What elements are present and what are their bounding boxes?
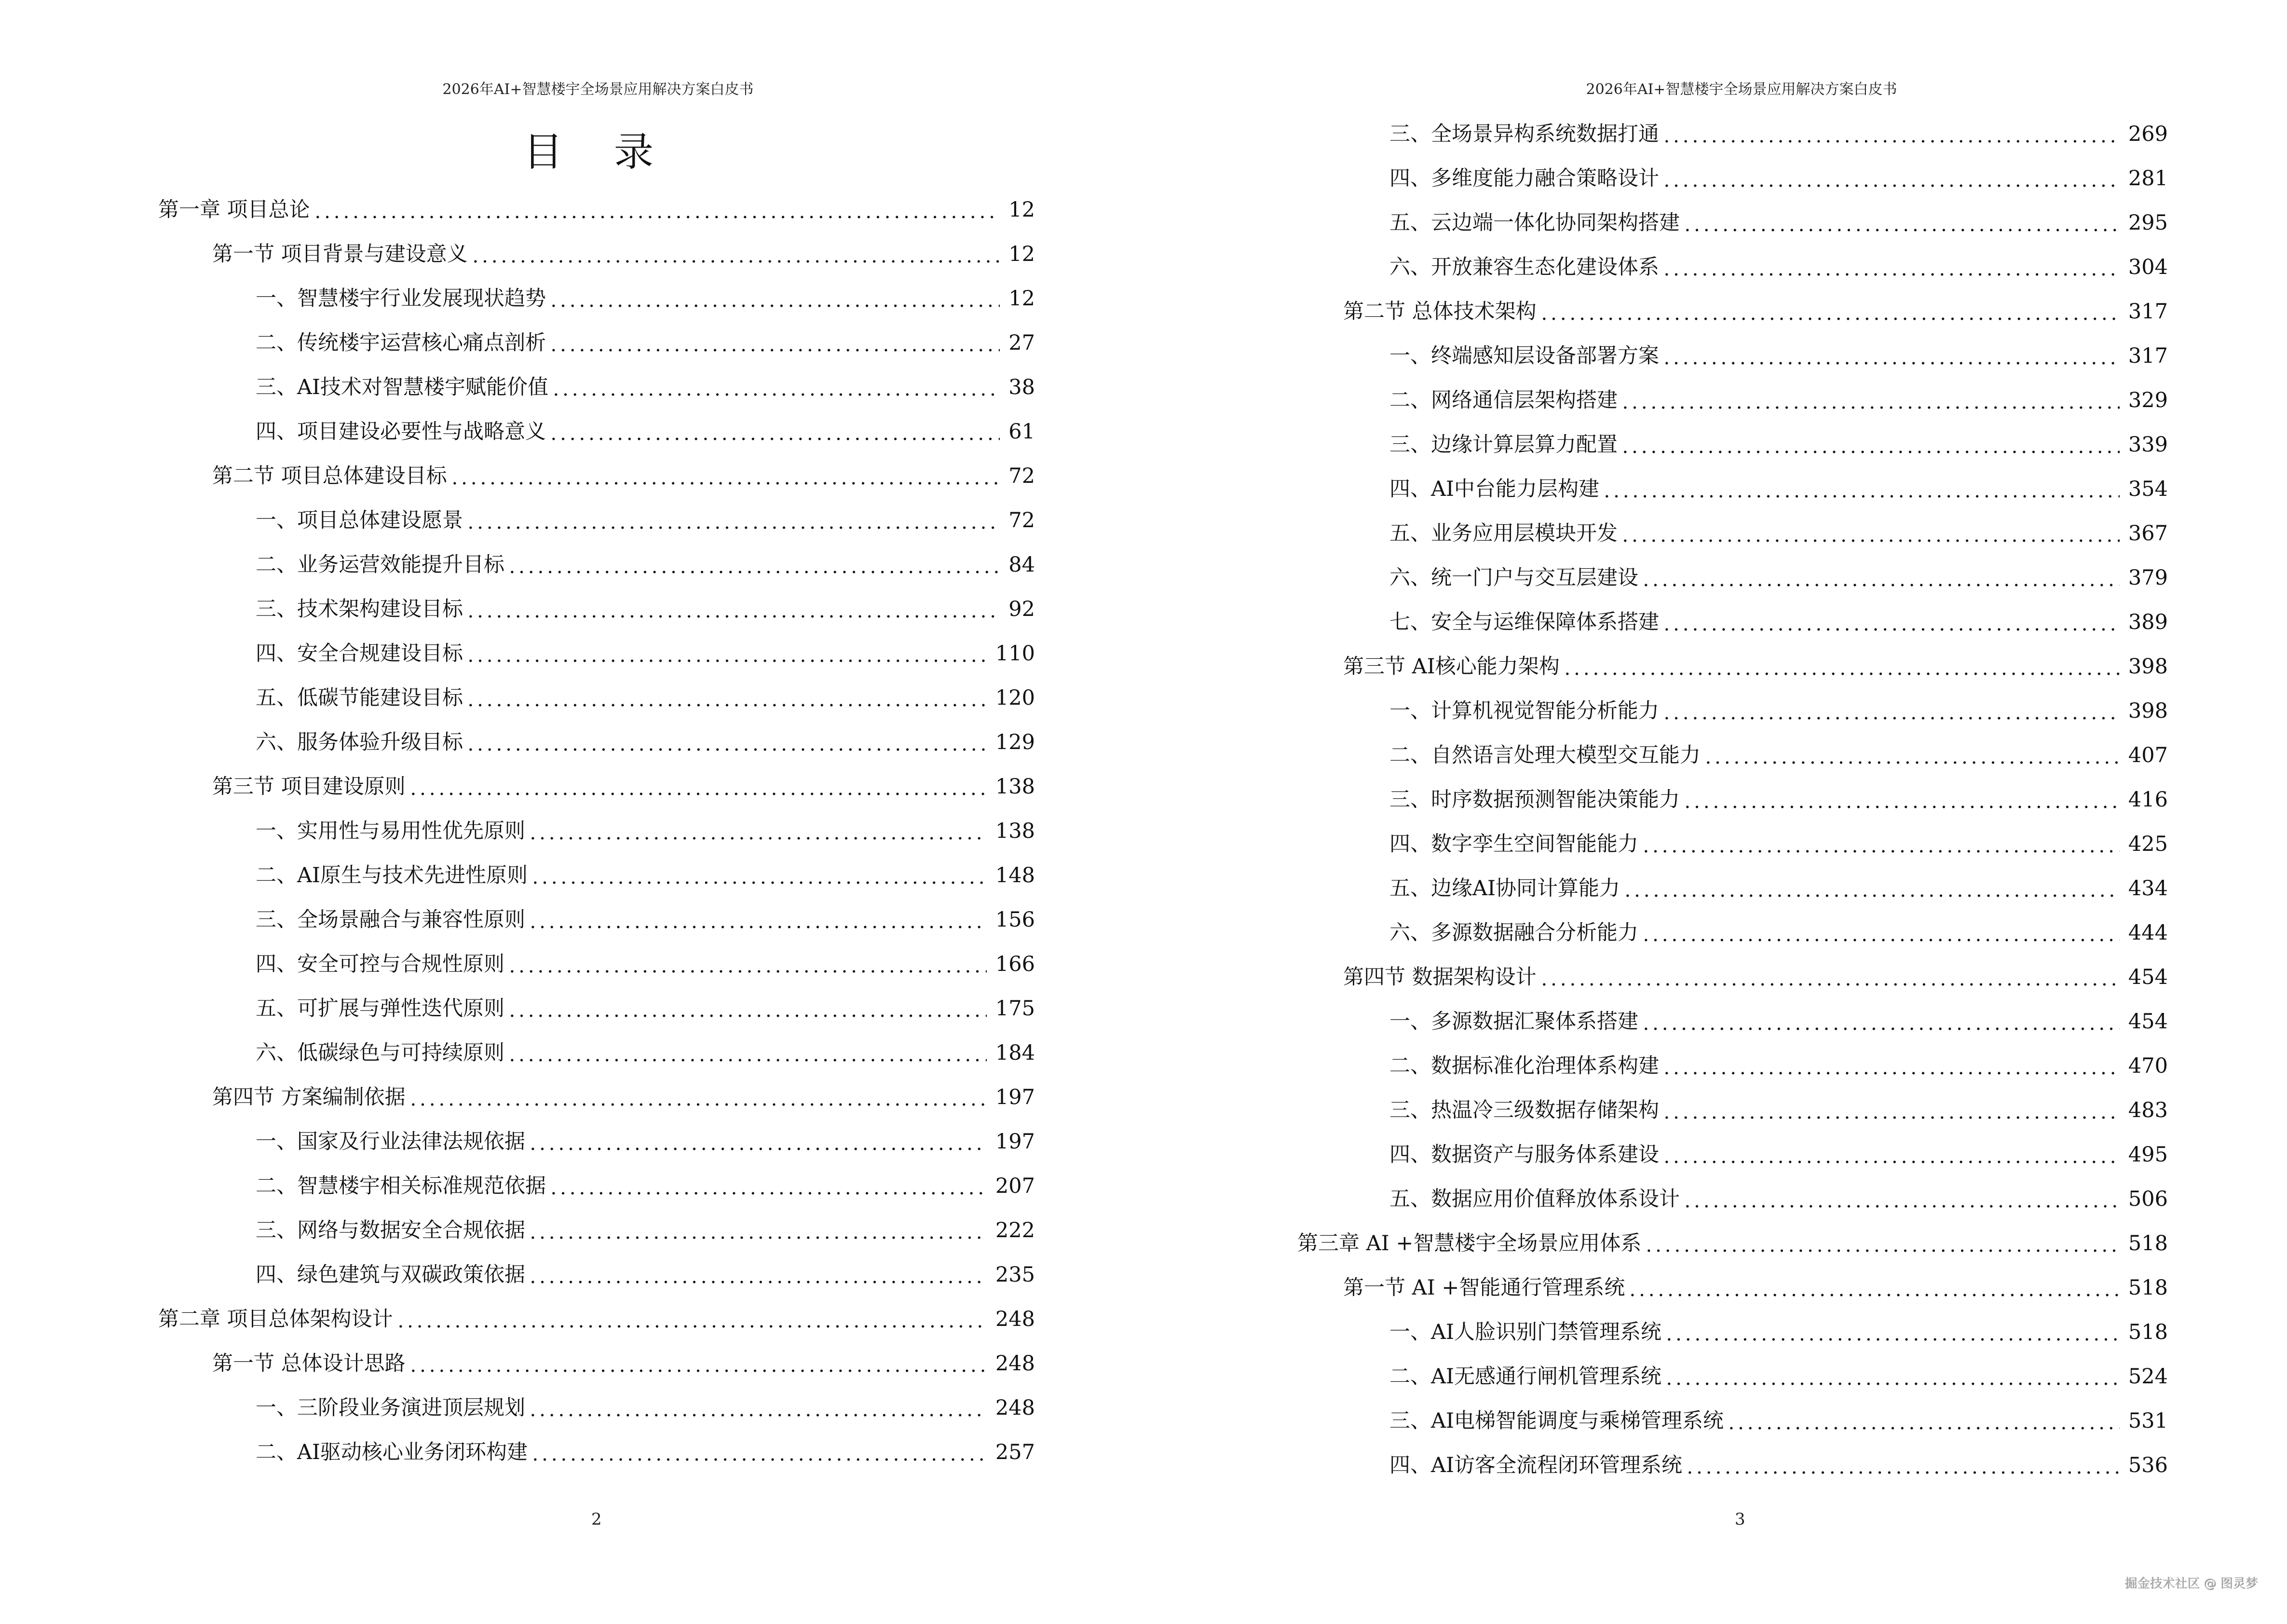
dot-leader: [1662, 1044, 2124, 1088]
dot-leader: [507, 543, 1004, 587]
dot-leader: [528, 1208, 991, 1253]
toc-entry-label: 第三节 项目建设原则: [212, 775, 406, 799]
toc-entry-label: 三、网络与数据安全合规依据: [256, 1218, 525, 1242]
toc-entry-chapter[interactable]: [0, 1297, 1035, 1341]
dot-leader: [471, 232, 1004, 276]
toc-entry-label: 三、全场景异构系统数据打通: [1389, 122, 1659, 146]
dot-leader: [507, 942, 991, 986]
toc-entry-page: 248: [995, 1307, 1035, 1331]
toc-entry-label: 四、多维度能力融合策略设计: [1389, 166, 1659, 191]
toc-entry-label: 第一节 AI +智能通行管理系统: [1343, 1276, 1625, 1300]
toc-entry-page: 72: [1008, 464, 1035, 488]
toc-entry-page: 120: [995, 686, 1035, 710]
dot-leader: [1664, 1354, 2124, 1399]
toc-entry-label: 三、时序数据预测智能决策能力: [1389, 788, 1680, 812]
toc-entry-page: 483: [2128, 1098, 2168, 1122]
toc-entry-page: 84: [1008, 553, 1035, 577]
toc-entry-page: 207: [995, 1174, 1035, 1198]
toc-entry-item[interactable]: [1144, 378, 2168, 423]
toc-entry-item[interactable]: [1144, 511, 2168, 556]
toc-entry-item[interactable]: [0, 631, 1035, 676]
toc-entry-page: 61: [1008, 420, 1035, 444]
dot-leader: [1641, 556, 2124, 600]
toc-entry-page: 12: [1008, 198, 1035, 222]
toc-entry-label: 第一章 项目总论: [158, 198, 310, 222]
toc-entry-item[interactable]: [1144, 733, 2168, 778]
toc-entry-page: 536: [2128, 1453, 2168, 1477]
toc-entry-item[interactable]: [1144, 1399, 2168, 1443]
toc-entry-page: 304: [2128, 255, 2168, 279]
dot-leader: [1703, 733, 2124, 778]
toc-entry-page: 367: [2128, 521, 2168, 546]
toc-entry-label: 二、网络通信层架构搭建: [1389, 388, 1618, 412]
toc-entry-page: 257: [995, 1440, 1035, 1464]
dot-leader: [408, 1075, 991, 1119]
toc-entry-page: 295: [2128, 211, 2168, 235]
dot-leader: [1620, 511, 2124, 556]
toc-entry-label: 四、数据资产与服务体系建设: [1389, 1143, 1659, 1167]
dot-leader: [1662, 600, 2124, 644]
toc-entry-item[interactable]: [1144, 1088, 2168, 1133]
toc-entry-label: 第一节 项目背景与建设意义: [212, 242, 468, 266]
toc-entry-page: 27: [1008, 331, 1035, 355]
toc-entry-page: 138: [995, 819, 1035, 843]
dot-leader: [531, 853, 991, 898]
toc-entry-section[interactable]: [1144, 1266, 2168, 1310]
toc-entry-page: 454: [2128, 965, 2168, 989]
toc-entry-item[interactable]: [0, 1164, 1035, 1208]
dot-leader: [1662, 112, 2124, 156]
toc-entry-label: 六、服务体验升级目标: [256, 730, 463, 754]
toc-entry-section[interactable]: [0, 1075, 1035, 1119]
toc-entry-page: 235: [995, 1263, 1035, 1287]
toc-entry-page: 454: [2128, 1010, 2168, 1034]
toc-entry-page: 444: [2128, 921, 2168, 945]
dot-leader: [466, 587, 1004, 631]
toc-entry-item[interactable]: [1144, 689, 2168, 733]
dot-leader: [528, 1386, 991, 1430]
dot-leader: [1539, 289, 2124, 334]
toc-entry-label: 二、AI原生与技术先进性原则: [256, 863, 528, 887]
toc-entry-item[interactable]: [0, 276, 1035, 321]
toc-entry-label: 三、边缘计算层算力配置: [1389, 433, 1618, 457]
toc-entry-page: 506: [2128, 1187, 2168, 1211]
dot-leader: [450, 454, 1004, 498]
dot-leader: [1683, 1177, 2124, 1221]
dot-leader: [1664, 1310, 2124, 1354]
dot-leader: [1641, 911, 2124, 955]
page-number: 3: [1735, 1510, 1745, 1529]
dot-leader: [1644, 1221, 2124, 1266]
dot-leader: [507, 1031, 991, 1075]
toc-entry-label: 四、绿色建筑与双碳政策依据: [256, 1263, 525, 1287]
dot-leader: [1727, 1399, 2124, 1443]
toc-entry-page: 38: [1008, 375, 1035, 399]
toc-entry-section[interactable]: [1144, 289, 2168, 334]
toc-entry-page: 248: [995, 1351, 1035, 1376]
toc-entry-label: 一、AI人脸识别门禁管理系统: [1389, 1320, 1662, 1344]
toc-entry-label: 二、智慧楼宇相关标准规范依据: [256, 1174, 546, 1198]
toc-entry-item[interactable]: [0, 1208, 1035, 1253]
toc-entry-item[interactable]: [0, 365, 1035, 409]
toc-entry-page: 12: [1008, 242, 1035, 266]
toc-entry-item[interactable]: [1144, 334, 2168, 378]
toc-entry-page: 407: [2128, 743, 2168, 767]
toc-entry-chapter[interactable]: [1144, 1221, 2168, 1266]
toc-entry-label: 第四节 数据架构设计: [1343, 965, 1537, 989]
toc-entry-label: 一、多源数据汇聚体系搭建: [1389, 1010, 1638, 1034]
watermark: 掘金技术社区 @ 图灵梦: [2124, 1576, 2258, 1591]
toc-entry-page: 398: [2128, 655, 2168, 679]
toc-entry-label: 一、计算机视觉智能分析能力: [1389, 699, 1659, 723]
toc-entry-page: 72: [1008, 508, 1035, 532]
toc-entry-item[interactable]: [1144, 778, 2168, 822]
toc-entry-page: 129: [995, 730, 1035, 754]
toc-entry-item[interactable]: [0, 587, 1035, 631]
dot-leader: [549, 276, 1004, 321]
toc-entry-section[interactable]: [0, 764, 1035, 809]
toc-entry-item[interactable]: [1144, 467, 2168, 511]
toc-entry-page: 222: [995, 1218, 1035, 1242]
dot-leader: [1620, 423, 2124, 467]
toc-entry-item[interactable]: [0, 1430, 1035, 1474]
toc-entry-label: 三、热温冷三级数据存储架构: [1389, 1098, 1659, 1122]
toc-entry-item[interactable]: [1144, 1133, 2168, 1177]
toc-title: 目 录: [523, 129, 673, 175]
toc-entry-page: 248: [995, 1396, 1035, 1420]
toc-entry-label: 三、技术架构建设目标: [256, 597, 463, 621]
toc-entry-item[interactable]: [0, 1031, 1035, 1075]
toc-entry-label: 第一节 总体设计思路: [212, 1351, 406, 1376]
toc-entry-section[interactable]: [0, 1341, 1035, 1386]
toc-entry-label: 第二节 项目总体建设目标: [212, 464, 447, 488]
toc-entry-item[interactable]: [0, 809, 1035, 853]
toc-entry-page: 92: [1008, 597, 1035, 621]
toc-entry-item[interactable]: [1144, 1177, 2168, 1221]
dot-leader: [1628, 1266, 2124, 1310]
dot-leader: [549, 321, 1004, 365]
toc-entry-label: 二、自然语言处理大模型交互能力: [1389, 743, 1701, 767]
toc-entry-label: 六、开放兼容生态化建设体系: [1389, 255, 1659, 279]
dot-leader: [1620, 378, 2124, 423]
toc-entry-item[interactable]: [0, 321, 1035, 365]
toc-entry-item[interactable]: [0, 1119, 1035, 1164]
toc-entry-label: 第二章 项目总体架构设计: [158, 1307, 393, 1331]
toc-entry-page: 518: [2128, 1231, 2168, 1256]
toc-entry-page: 281: [2128, 166, 2168, 191]
toc-entry-label: 第三节 AI核心能力架构: [1343, 655, 1560, 679]
toc-entry-page: 398: [2128, 699, 2168, 723]
toc-list-left: [0, 188, 1035, 1474]
dot-leader: [1623, 866, 2124, 911]
toc-entry-item[interactable]: [0, 1386, 1035, 1430]
toc-entry-label: 四、安全合规建设目标: [256, 641, 463, 666]
dot-leader: [551, 365, 1004, 409]
dot-leader: [466, 498, 1004, 543]
toc-entry-label: 一、终端感知层设备部署方案: [1389, 344, 1659, 368]
toc-entry-label: 三、AI电梯智能调度与乘梯管理系统: [1389, 1409, 1724, 1433]
toc-entry-page: 197: [995, 1085, 1035, 1109]
toc-list-right: [1144, 112, 2168, 1488]
toc-entry-page: 531: [2128, 1409, 2168, 1433]
toc-entry-item[interactable]: [0, 543, 1035, 587]
toc-entry-page: 434: [2128, 876, 2168, 901]
toc-entry-page: 389: [2128, 610, 2168, 634]
toc-entry-page: 329: [2128, 388, 2168, 412]
toc-entry-item[interactable]: [1144, 600, 2168, 644]
toc-entry-label: 五、边缘AI协同计算能力: [1389, 876, 1620, 901]
dot-leader: [1683, 201, 2124, 245]
toc-entry-page: 425: [2128, 832, 2168, 856]
toc-entry-label: 五、数据应用价值释放体系设计: [1389, 1187, 1680, 1211]
toc-entry-page: 12: [1008, 287, 1035, 311]
toc-entry-label: 第二节 总体技术架构: [1343, 300, 1537, 324]
toc-entry-label: 一、项目总体建设愿景: [256, 508, 463, 532]
dot-leader: [1662, 1088, 2124, 1133]
toc-entry-label: 六、低碳绿色与可持续原则: [256, 1041, 504, 1065]
dot-leader: [1662, 245, 2124, 289]
dot-leader: [528, 1119, 991, 1164]
toc-entry-item[interactable]: [1144, 423, 2168, 467]
dot-leader: [1662, 689, 2124, 733]
toc-entry-item[interactable]: [1144, 911, 2168, 955]
toc-entry-item[interactable]: [0, 409, 1035, 454]
dot-leader: [507, 986, 991, 1031]
toc-entry-item[interactable]: [1144, 156, 2168, 201]
dot-leader: [313, 188, 1004, 232]
toc-entry-page: 269: [2128, 122, 2168, 146]
toc-entry-item[interactable]: [0, 853, 1035, 898]
dot-leader: [1539, 955, 2124, 999]
toc-entry-chapter[interactable]: [0, 188, 1035, 232]
dot-leader: [466, 631, 991, 676]
toc-entry-label: 七、安全与运维保障体系搭建: [1389, 610, 1659, 634]
toc-entry-page: 354: [2128, 477, 2168, 501]
toc-entry-page: 317: [2128, 344, 2168, 368]
running-header: 2026年AI+智慧楼宇全场景应用解决方案白皮书: [442, 81, 754, 98]
toc-entry-label: 一、智慧楼宇行业发展现状趋势: [256, 287, 546, 311]
dot-leader: [1662, 334, 2124, 378]
toc-entry-item[interactable]: [1144, 999, 2168, 1044]
toc-entry-item[interactable]: [0, 986, 1035, 1031]
dot-leader: [1563, 644, 2124, 689]
toc-entry-item[interactable]: [0, 1253, 1035, 1297]
toc-entry-page: 518: [2128, 1320, 2168, 1344]
dot-leader: [396, 1297, 991, 1341]
toc-entry-label: 六、统一门户与交互层建设: [1389, 566, 1638, 590]
dot-leader: [549, 409, 1004, 454]
toc-entry-item[interactable]: [0, 676, 1035, 720]
toc-entry-label: 四、AI中台能力层构建: [1389, 477, 1600, 501]
toc-entry-label: 四、项目建设必要性与战略意义: [256, 420, 546, 444]
toc-entry-item[interactable]: [1144, 201, 2168, 245]
toc-entry-page: 184: [995, 1041, 1035, 1065]
dot-leader: [531, 1430, 991, 1474]
toc-entry-label: 三、AI技术对智慧楼宇赋能价值: [256, 375, 549, 399]
toc-entry-label: 第四节 方案编制依据: [212, 1085, 406, 1109]
page-right: [1144, 0, 2287, 1624]
dot-leader: [1662, 156, 2124, 201]
toc-entry-item[interactable]: [0, 720, 1035, 764]
toc-entry-item[interactable]: [1144, 822, 2168, 866]
dot-leader: [528, 1253, 991, 1297]
toc-entry-item[interactable]: [0, 898, 1035, 942]
toc-entry-item[interactable]: [1144, 245, 2168, 289]
dot-leader: [466, 676, 991, 720]
toc-entry-page: 339: [2128, 433, 2168, 457]
dot-leader: [466, 720, 991, 764]
toc-entry-item[interactable]: [0, 498, 1035, 543]
toc-entry-label: 第三章 AI +智慧楼宇全场景应用体系: [1297, 1231, 1642, 1256]
toc-entry-item[interactable]: [1144, 1044, 2168, 1088]
toc-entry-label: 二、数据标准化治理体系构建: [1389, 1054, 1659, 1078]
toc-entry-page: 379: [2128, 566, 2168, 590]
toc-entry-label: 四、安全可控与合规性原则: [256, 952, 504, 976]
dot-leader: [528, 898, 991, 942]
toc-entry-page: 416: [2128, 788, 2168, 812]
toc-entry-item[interactable]: [1144, 1354, 2168, 1399]
toc-entry-label: 五、业务应用层模块开发: [1389, 521, 1618, 546]
dot-leader: [1685, 1443, 2124, 1488]
dot-leader: [408, 764, 991, 809]
toc-entry-section[interactable]: [1144, 955, 2168, 999]
toc-entry-label: 五、云边端一体化协同架构搭建: [1389, 211, 1680, 235]
running-header: 2026年AI+智慧楼宇全场景应用解决方案白皮书: [1586, 81, 1897, 98]
toc-entry-page: 138: [995, 775, 1035, 799]
toc-entry-page: 470: [2128, 1054, 2168, 1078]
toc-entry-label: 六、多源数据融合分析能力: [1389, 921, 1638, 945]
dot-leader: [1641, 822, 2124, 866]
toc-entry-page: 175: [995, 996, 1035, 1021]
toc-entry-label: 五、低碳节能建设目标: [256, 686, 463, 710]
toc-entry-page: 495: [2128, 1143, 2168, 1167]
toc-entry-label: 二、AI驱动核心业务闭环构建: [256, 1440, 528, 1464]
dot-leader: [1662, 1133, 2124, 1177]
toc-entry-label: 二、业务运营效能提升目标: [256, 553, 504, 577]
toc-entry-page: 156: [995, 908, 1035, 932]
toc-entry-section[interactable]: [1144, 644, 2168, 689]
toc-entry-page: 317: [2128, 300, 2168, 324]
toc-entry-item[interactable]: [1144, 866, 2168, 911]
toc-entry-page: 110: [995, 641, 1035, 666]
toc-entry-page: 166: [995, 952, 1035, 976]
toc-entry-section[interactable]: [0, 232, 1035, 276]
toc-entry-label: 二、AI无感通行闸机管理系统: [1389, 1365, 1662, 1389]
dot-leader: [408, 1341, 991, 1386]
dot-leader: [528, 809, 991, 853]
toc-entry-label: 五、可扩展与弹性迭代原则: [256, 996, 504, 1021]
toc-entry-item[interactable]: [1144, 556, 2168, 600]
toc-entry-page: 524: [2128, 1365, 2168, 1389]
page-number: 2: [591, 1510, 602, 1529]
toc-entry-page: 197: [995, 1130, 1035, 1154]
dot-leader: [1683, 778, 2124, 822]
toc-entry-item[interactable]: [0, 942, 1035, 986]
toc-entry-item[interactable]: [1144, 1443, 2168, 1488]
toc-entry-label: 一、三阶段业务演进顶层规划: [256, 1396, 525, 1420]
toc-entry-label: 一、国家及行业法律法规依据: [256, 1130, 525, 1154]
toc-entry-page: 148: [995, 863, 1035, 887]
toc-entry-item[interactable]: [1144, 1310, 2168, 1354]
dot-leader: [1641, 999, 2124, 1044]
toc-entry-item[interactable]: [1144, 112, 2168, 156]
toc-entry-label: 四、数字孪生空间智能能力: [1389, 832, 1638, 856]
toc-entry-section[interactable]: [0, 454, 1035, 498]
toc-entry-page: 518: [2128, 1276, 2168, 1300]
dot-leader: [549, 1164, 991, 1208]
dot-leader: [1602, 467, 2124, 511]
toc-entry-label: 四、AI访客全流程闭环管理系统: [1389, 1453, 1683, 1477]
toc-entry-label: 一、实用性与易用性优先原则: [256, 819, 525, 843]
toc-entry-label: 二、传统楼宇运营核心痛点剖析: [256, 331, 546, 355]
toc-entry-label: 三、全场景融合与兼容性原则: [256, 908, 525, 932]
